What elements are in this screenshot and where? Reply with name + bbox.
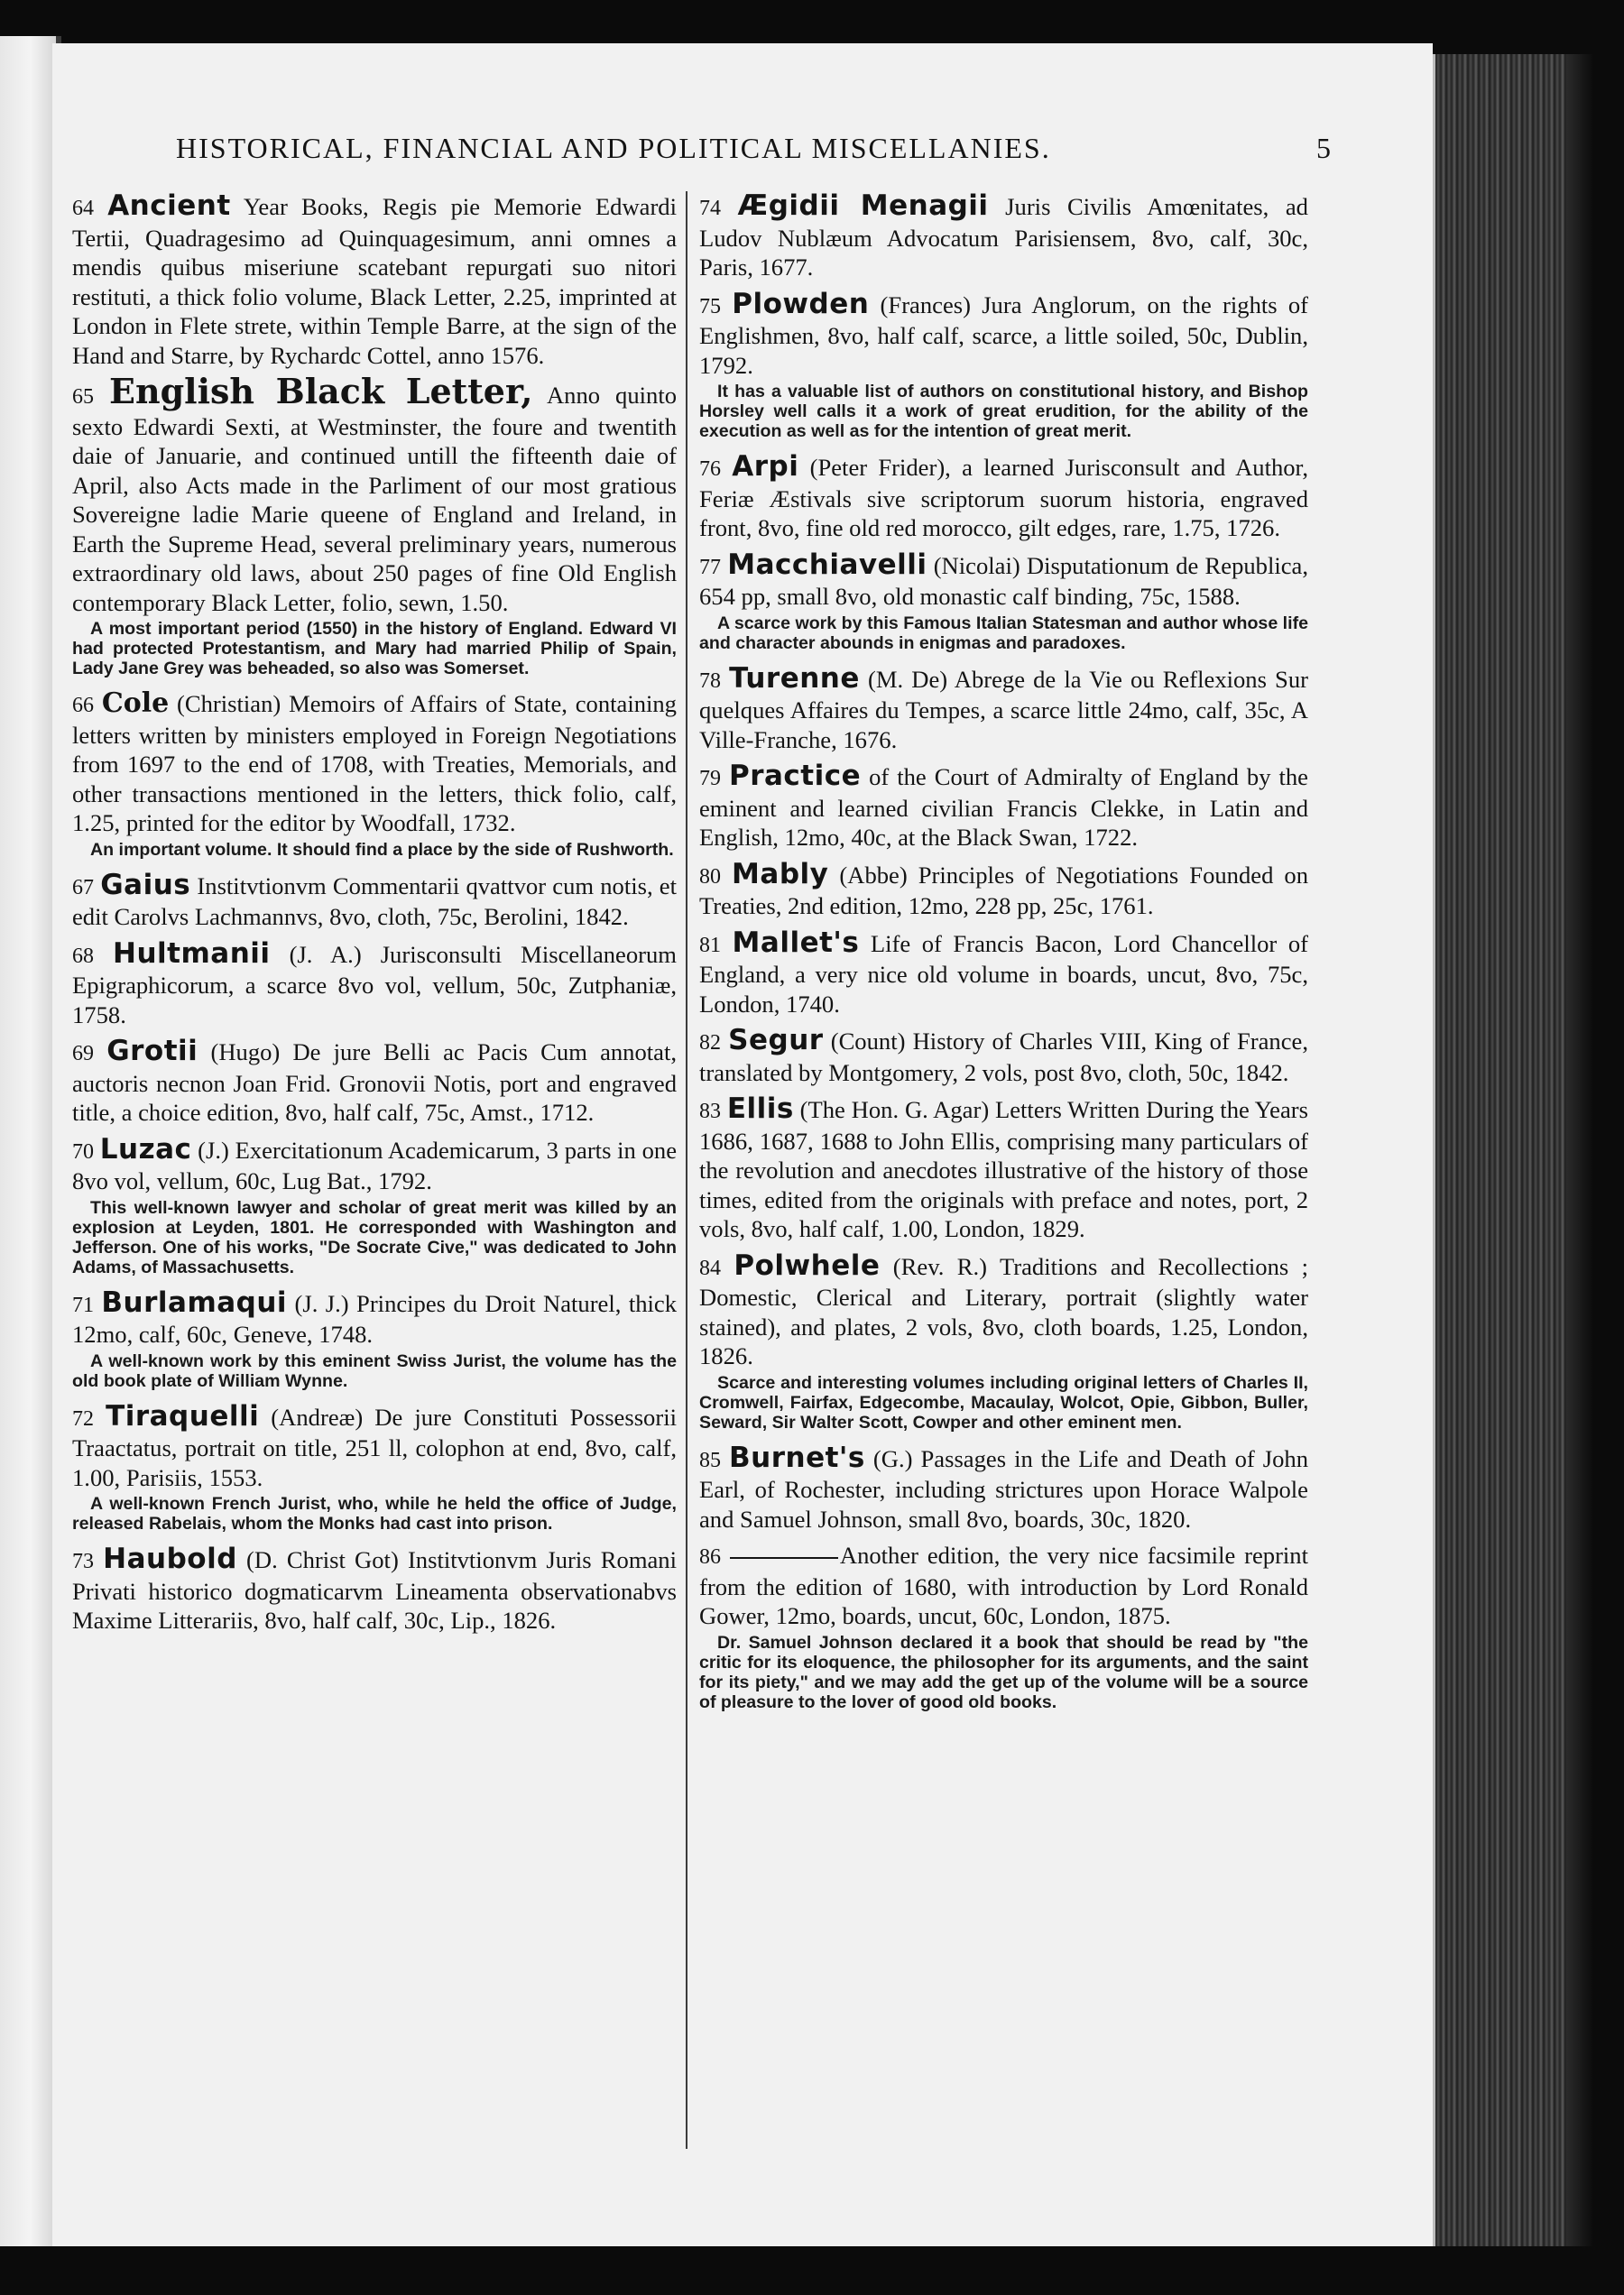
entry-note: A most important period (1550) in the history of England. Edward VI had protected Protestantism, and Mary had married Philip of Spain, Lady Jane Grey was beheaded, so also was Somerset.	[72, 619, 677, 678]
entry-description: (Andreæ) De jure Constituti Possessorii Traactatus, portrait on title, 251 ll, colophon at end, 8vo, calf, 1.00, Parisiis, 1553.	[72, 1403, 677, 1491]
entry-note: Scarce and interesting volumes including original letters of Charles II, Cromwell, Fairfax, Edgecombe, Macaulay, Wolcot, Opie, Gibbon, Buller, Seward, Sir Walter Scott, Cowper and other eminent men.	[699, 1372, 1308, 1433]
entry-note: This well-known lawyer and scholar of great merit was killed by an explosion at Leyden, 1801. He corresponded with Washington and Jefferson. One of his works, "De Socrate Cive," was dedicated to John Adams, of Massachusetts.	[72, 1197, 677, 1277]
entry-number: 77	[699, 555, 721, 579]
catalog-entry	[699, 1251, 1308, 1371]
entry-keyword: Hultmanii	[113, 936, 271, 970]
entry-number: 72	[72, 1406, 94, 1431]
entry-description: (Nicolai) Disputationum de Republica, 654 pp, small 8vo, old monastic calf binding, 75c, 1588.	[699, 551, 1308, 610]
entry-keyword: Ægidii Menagii	[737, 189, 989, 222]
catalog-entry	[72, 371, 678, 617]
entry-number: 70	[72, 1139, 94, 1164]
catalog-entry	[699, 1541, 1308, 1631]
entry-number: 68	[72, 944, 94, 968]
entry-keyword: Burnet's	[729, 1441, 865, 1474]
entry-description: (D. Christ Got) Institvtionvm Juris Romani Privati historico dogmaticarvm Lineamenta observationabvs Maxime Litterariis, 8vo, half calf, 30c, Lip., 1826.	[72, 1546, 677, 1634]
entry-keyword: English Black Letter,	[108, 371, 533, 411]
catalog-entry	[72, 1288, 677, 1350]
entry-description: (Rev. R.) Traditions and Recollections ; Domestic, Clerical and Literary, portrait (slightly water stained), and plates, 2 vols, 8vo, cloth boards, 1.25, London, 1826.	[699, 1252, 1308, 1369]
entry-description: (G.) Passages in the Life and Death of John Earl, of Rochester, including strictures upon Horace Walpole and Samuel Johnson, small 8vo, boards, 30c, 1820.	[699, 1444, 1308, 1533]
entry-description: (J. J.) Principes du Droit Naturel, thick 12mo, calf, 60c, Geneve, 1748.	[72, 1289, 677, 1348]
right-column	[699, 191, 1308, 1723]
catalog-entry	[72, 689, 677, 838]
entry-number: 64	[72, 197, 94, 220]
entry-note: A scarce work by this Famous Italian Statesman and author whose life and character abounds in enigmas and paradoxes.	[699, 613, 1308, 653]
catalog-entry	[699, 191, 1308, 282]
catalog-entry	[72, 1544, 677, 1636]
entry-description: (J. A.) Jurisconsulti Miscellaneorum Epigraphicorum, a scarce 8vo vol, vellum, 50c, Zutphaniæ, 1758.	[72, 940, 677, 1028]
entry-number: 79	[699, 767, 721, 790]
column-divider	[686, 191, 687, 2149]
entry-number: 80	[699, 864, 721, 889]
entry-keyword: Tiraquelli	[106, 1399, 260, 1433]
entry-number: 67	[72, 875, 94, 899]
entry-description: Year Books, Regis pie Memorie Edwardi Tertii, Quadragesimo ad Quinquagesimum, anni omnes a mendis quibus miseriune scatebant repurgati suo nitori restituti, a thick folio volume, Black Letter, 2.25, imprinted at London in Flete strete, within Temple Barre, at the sign of the Hand and Starre, by Rychardc Cottel, anno 1576.	[72, 193, 677, 369]
entry-description: Juris Civilis Amœnitates, ad Ludov Nublæum Advocatum Parisiensem, 8vo, calf, 30c, Paris, 1677.	[699, 193, 1308, 281]
entry-description: (Abbe) Principles of Negotiations Founded on Treaties, 2nd edition, 12mo, 228 pp, 25c, 1761.	[699, 861, 1308, 919]
ditto-dash	[730, 1557, 838, 1559]
entry-keyword: Gaius	[100, 868, 191, 901]
entry-number: 85	[699, 1448, 721, 1472]
entry-description: of the Court of Admiralty of England by the eminent and learned civilian Francis Clekke, in Latin and English, 12mo, 40c, at the Black Swan, 1722.	[699, 763, 1308, 851]
entry-keyword: Plowden	[732, 287, 870, 320]
entry-keyword: Macchiavelli	[727, 548, 927, 581]
entry-keyword: Turenne	[729, 661, 860, 695]
catalog-entry	[699, 550, 1308, 612]
entry-number: 78	[699, 668, 721, 693]
running-head: HISTORICAL, FINANCIAL AND POLITICAL MISCELLANIES.	[176, 132, 1051, 164]
entry-number: 76	[699, 457, 721, 481]
catalog-entry	[72, 1037, 677, 1128]
book-page-edges	[1433, 54, 1593, 2246]
entry-number: 66	[72, 694, 94, 717]
catalog-entry	[72, 1132, 677, 1196]
entry-keyword: Burlamaqui	[101, 1286, 288, 1319]
entry-description: (M. De) Abrege de la Vie ou Reflexions Sur quelques Affaires du Tempes, a scarce little 24mo, calf, 35c, A Ville-Franche, 1676.	[699, 665, 1308, 753]
entry-number: 73	[72, 1550, 94, 1573]
entry-number: 75	[699, 294, 721, 318]
catalog-entry	[699, 1443, 1308, 1535]
catalog-entry	[72, 1399, 677, 1493]
entry-keyword: Arpi	[732, 450, 799, 483]
entry-number: 82	[699, 1031, 721, 1055]
catalog-entry	[699, 287, 1308, 381]
catalog-entry	[699, 1026, 1308, 1087]
entry-number: 83	[699, 1100, 721, 1123]
entry-number: 65	[72, 385, 94, 409]
entry-keyword: Mallet's	[732, 926, 860, 959]
entry-keyword: Ellis	[726, 1092, 794, 1125]
entry-keyword: Polwhele	[734, 1249, 881, 1282]
entry-note: A well-known French Jurist, who, while he held the office of Judge, released Rabelais, whom the Monks had cast into prison.	[72, 1494, 677, 1534]
entry-description: (Christian) Memoirs of Affairs of State, containing letters written by ministers employed in Foreign Negotiations from 1697 to the end of 1708, with Treaties, Memorials, and other transactions mentioned in the letters, thick folio, calf, 1.25, printed for the editor by Woodfall, 1732.	[72, 690, 677, 836]
entry-note: It has a valuable list of authors on constitutional history, and Bishop Horsley well calls it a work of great erudition, for the ability of the execution as well as for the intention of great merit.	[699, 382, 1308, 441]
entry-description: (Peter Frider), a learned Jurisconsult and Author, Feriæ Æstivals sive scriptorum suorum historia, engraved front, 8vo, fine old red morocco, gilt edges, rare, 1.75, 1726.	[699, 454, 1309, 541]
page-number: 5	[1316, 132, 1331, 164]
catalog-entry	[699, 452, 1308, 543]
entry-description: (Count) History of Charles VIII, King of France, translated by Montgomery, 2 vols, post 8vo, cloth, 50c, 1842.	[699, 1028, 1308, 1086]
entry-note: Dr. Samuel Johnson declared it a book that should be read by "the critic for its eloquence, the philosopher for its arguments, and the saint for its piety," and we may add the get up of the volume will be a source of pleasure to the lover of good old books.	[699, 1632, 1308, 1712]
catalog-entry	[699, 761, 1308, 853]
catalog-entry	[72, 191, 677, 370]
page-header	[167, 132, 1331, 168]
entry-keyword: Segur	[728, 1024, 824, 1056]
entry-number: 81	[699, 933, 721, 957]
entry-description: Life of Francis Bacon, Lord Chancellor of England, a very nice old volume in boards, uncut, 8vo, 75c, London, 1740.	[699, 929, 1308, 1018]
entry-description: (Hugo) De jure Belli ac Pacis Cum annotat, auctoris necnon Joan Frid. Gronovii Notis, port and engraved title, a choice edition, 8vo, half calf, 75c, Amst., 1712.	[72, 1038, 677, 1126]
left-column	[72, 191, 677, 1643]
entry-description: Institvtionvm Commentarii qvattvor cum notis, et edit Carolvs Lachmannvs, 8vo, cloth, 75c, Berolini, 1842.	[72, 871, 677, 930]
entry-note: A well-known work by this eminent Swiss Jurist, the volume has the old book plate of William Wynne.	[72, 1350, 677, 1391]
entry-keyword: Practice	[728, 760, 862, 792]
catalog-entry	[699, 661, 1308, 755]
entry-number: 71	[72, 1293, 94, 1317]
entry-keyword: Luzac	[99, 1132, 192, 1166]
entry-note: An important volume. It should find a place by the side of Rushworth.	[90, 839, 674, 860]
entry-keyword: Grotii	[106, 1035, 198, 1067]
catalog-entry	[72, 868, 677, 932]
entry-description: Anno quinto sexto Edwardi Sexti, at Westminster, the foure and twentith daie of Januarie, and continued untill the fifteenth daie of April, also Acts made in the Parliment of our most gratious Sovereigne ladie Marie queene of England and Ireland, in Earth the Supreme Head, several preliminary years, numerous extraordinary old laws, about 250 pages of fine Old English contemporary Black Letter, folio, sewn, 1.50.	[72, 382, 678, 616]
catalog-entry	[72, 936, 677, 1030]
entry-keyword: Ancient	[107, 189, 231, 222]
entry-number: 86	[699, 1545, 721, 1569]
entry-keyword: Haubold	[103, 1543, 237, 1575]
catalog-entry	[699, 928, 1308, 1019]
entry-description: (J.) Exercitationum Academicarum, 3 parts in one 8vo vol, vellum, 60c, Lug Bat., 1792.	[72, 1136, 677, 1194]
entry-number: 84	[699, 1256, 721, 1280]
entry-number: 69	[72, 1042, 94, 1065]
catalog-entry	[699, 1094, 1308, 1244]
entry-keyword: Mably	[732, 857, 829, 890]
entry-description: (Frances) Jura Anglorum, on the rights of Englishmen, 8vo, half calf, scarce, a little soiled, 50c, Dublin, 1792.	[699, 290, 1308, 379]
catalog-entry	[699, 857, 1308, 921]
entry-description: Another edition, the very nice facsimile reprint from the edition of 1680, with introduction by Lord Ronald Gower, 12mo, boards, uncut, 60c, London, 1875.	[699, 1542, 1308, 1629]
entry-description: (The Hon. G. Agar) Letters Written During the Years 1686, 1687, 1688 to John Ellis, comprising many particulars of the revolution and anecdotes illustrative of the history of those times, edited from the originals with preface and notes, port, 2 vols, 8vo, half calf, 1.00, London, 1829.	[699, 1096, 1308, 1242]
entry-number: 74	[699, 197, 721, 220]
entry-keyword: Cole	[101, 687, 170, 719]
